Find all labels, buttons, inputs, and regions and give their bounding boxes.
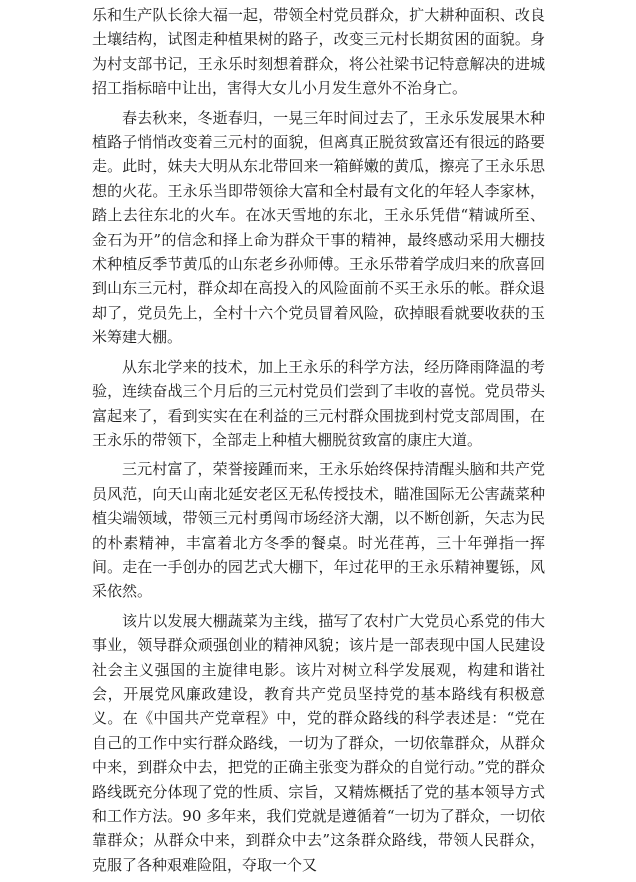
paragraph: 该片以发展大棚蔬菜为主线，描写了农村广大党员心系党的伟大事业，领导群众顽强创业的精神风貌；该片是一部表现中国人民建设社会主义强国的主旋律电影。该片对树立科学发展观，构建和谐社会，开展党风廉政建设，教育共产党员坚持党的基本路线有积极意义。在《中国共产党章程》中，党的群众路线的科学表述是：“党在自己的工作中实行群众路线，一切为了群众，一切依靠群众，从群众中来，到群众中去，把党的正确主张变为群众的自觉行动。”党的群众路线既充分体现了党的性质、宗旨，又精炼概括了党的基本领导方式和工作方法。90 多年来，我们党就是遵循着“一切为了群众，一切依靠群众；从群众中来，到群众中去”这条群众路线，带领人民群众，克服了各种艰难险阻，夺取一个又 (92, 611, 545, 874)
paragraph: 乐和生产队长徐大福一起，带领全村党员群众，扩大耕种面积、改良土壤结构，试图走种植果树的路子，改变三元村长期贫困的面貌。身为村支部书记，王永乐时刻想着群众，将公社梁书记特意解决的进城招工指标暗中让出，害得大女儿小月发生意外不治身亡。 (92, 6, 545, 98)
paragraph: 春去秋来，冬逝春归，一晃三年时间过去了，王永乐发展果木种植路子悄悄改变着三元村的面貌，但离真正脱贫致富还有很远的路要走。此时，妹夫大明从东北带回来一箱鲜嫩的黄瓜，擦亮了王永乐思想的火花。王永乐当即带领徐大富和全村最有文化的年轻人李家林，踏上去往东北的火车。在冰天雪地的东北，王永乐凭借“精诚所至、金石为开”的信念和择上命为群众干事的精神，最终感动采用大棚技术种植反季节黄瓜的山东老乡孙师傅。王永乐带着学成归来的欣喜回到山东三元村，群众却在高投入的风险面前不买王永乐的帐。群众退却了，党员先上，全村十六个党员冒着风险，砍掉眼看就要收获的玉米筹建大棚。 (92, 108, 545, 347)
paragraph: 从东北学来的技术，加上王永乐的科学方法，经历降雨降温的考验，连续奋战三个月后的三元村党员们尝到了丰收的喜悦。党员带头富起来了，看到实实在在利益的三元村群众围拢到村党支部周围，在王永乐的带领下，全部走上种植大棚脱贫致富的康庄大道。 (92, 357, 545, 449)
article-body (92, 3, 545, 882)
paragraph: 三元村富了，荣誉接踵而来，王永乐始终保持清醒头脑和共产党员风范，向天山南北延安老区无私传授技术，瞄准国际无公害蔬菜种植尖端领域，带领三元村勇闯市场经济大潮，以不断创新，矢志为民的朴素精神，丰富着北方冬季的餐桌。时光荏苒，三十年弹指一挥间。走在一手创办的园艺式大棚下，年过花甲的王永乐精神矍铄，风采依然。 (92, 460, 545, 601)
